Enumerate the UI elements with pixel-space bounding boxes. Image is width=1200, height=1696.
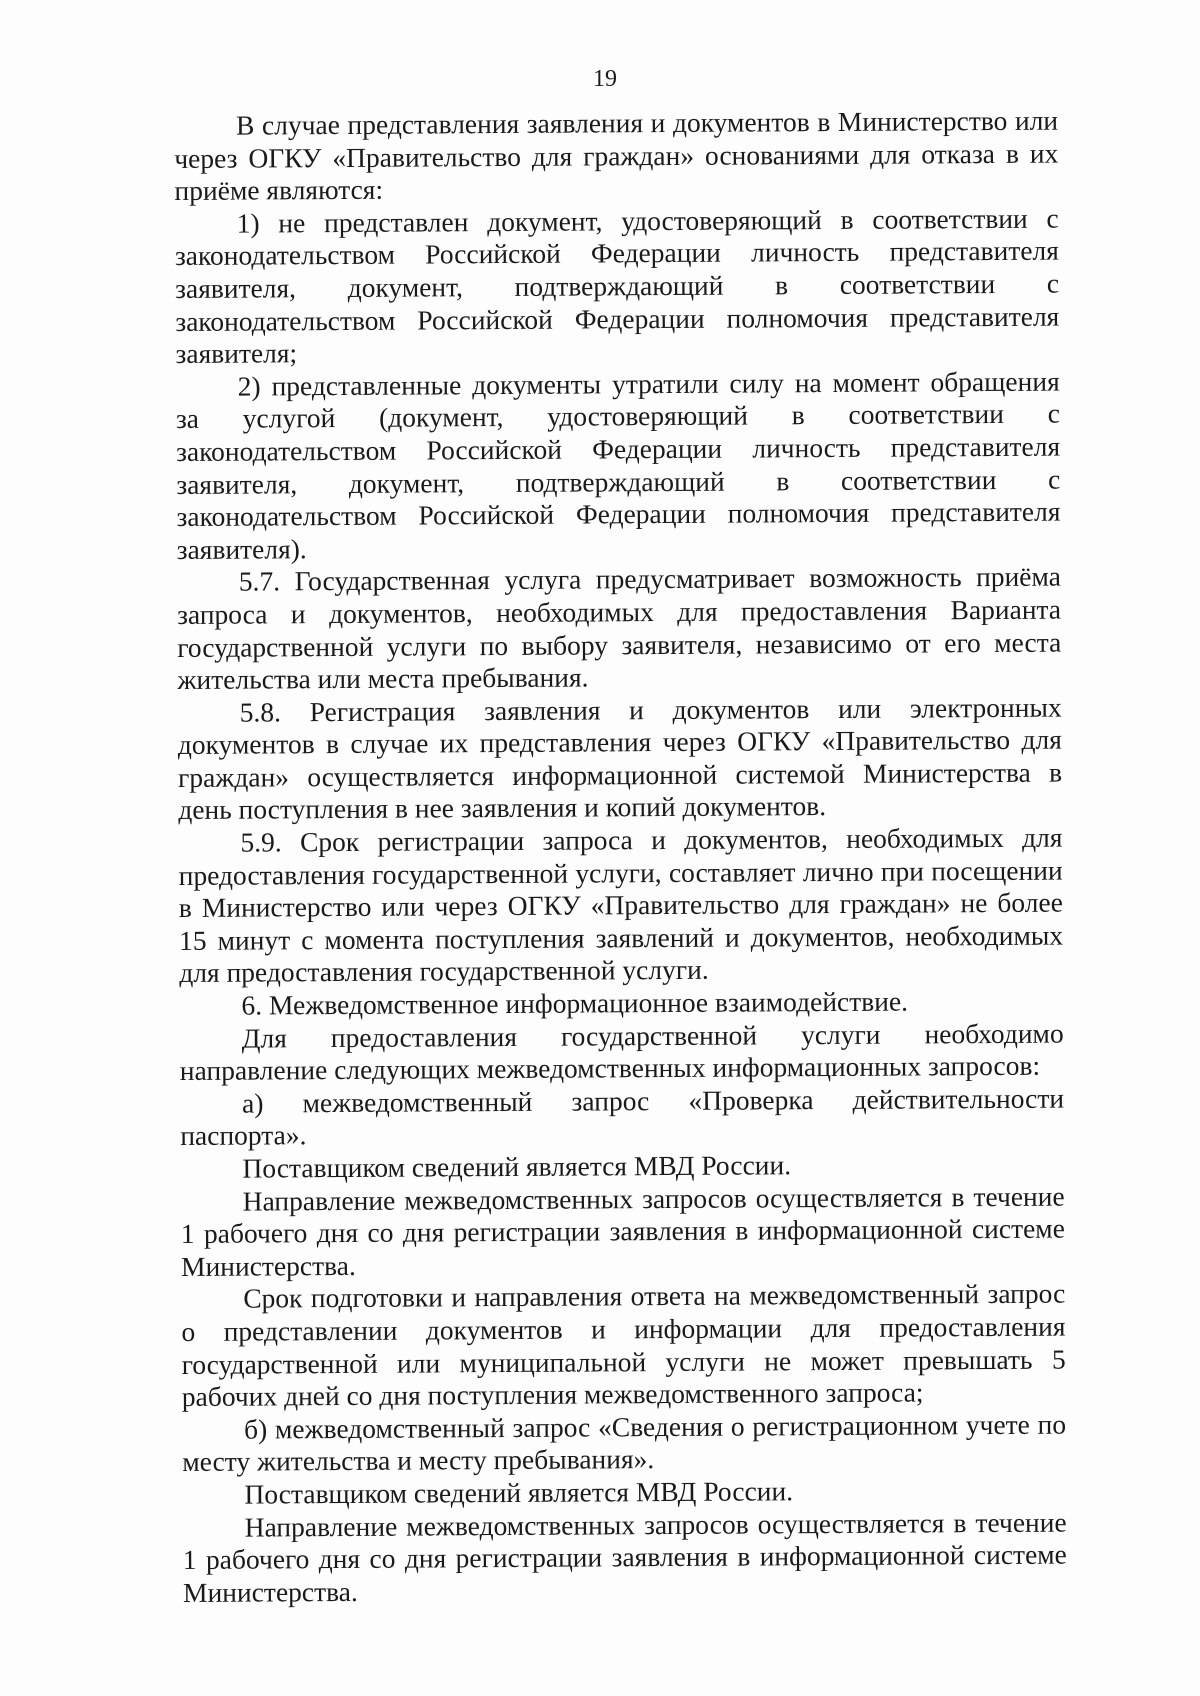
paragraph-request-a-provider: Поставщиком сведений является МВД России. [242, 1149, 792, 1184]
paragraph-request-b-provider: Поставщиком сведений является МВД России. [244, 1475, 794, 1510]
paragraph-refusal-grounds-intro: В случае представления заявления и документов в Министерство или через ОГКУ «Правительство для граждан» основаниями для отказа в их приёме являются: [174, 104, 1059, 207]
paragraph-5-7: 5.7. Государственная услуга предусматривает возможность приёма запроса и документов, необходимых для предоставления Варианта государственной услуги по выбору заявителя, независимо от его места жительства или места пребывания. [176, 560, 1062, 696]
document-body [174, 105, 1067, 1610]
paragraph-5-9: 5.9. Срок регистрации запроса и документов, необходимых для предоставления государственной услуги, составляет лично при посещении в Министерство или через ОГКУ «Правительство для граждан» не более 15 минут с момента поступления заявлений и документов, необходимых для предоставления государственной услуги. [178, 821, 1064, 989]
section-6-heading: 6. Межведомственное информационное взаимодействие. [241, 985, 909, 1021]
paragraph-refusal-ground-1: 1) не представлен документ, удостоверяющий в соответствии с законодательством Российской Федерации личность представителя заявителя, документ, подтверждающий в соответствии с законодательством Российской Федерации полномочия представителя заявителя; [174, 202, 1060, 370]
paragraph-requests-intro: Для предоставления государственной услуги необходимо направление следующих межведомственных информационных запросов: [179, 1017, 1064, 1087]
paragraph-request-b: б) межведомственный запрос «Сведения о регистрационном учете по месту жительства и месту пребывания». [182, 1408, 1067, 1478]
paragraph-refusal-ground-2: 2) представленные документы утратили силу на момент обращения за услугой (документ, удостоверяющий в соответствии с законодательством Российской Федерации личность представителя заявителя, документ, подтверждающий в соответствии с законодательством Российской Федерации полномочия представителя заявителя). [175, 365, 1061, 565]
paragraph-5-8: 5.8. Регистрация заявления и документов или электронных документов в случае их представления через ОГКУ «Правительство для граждан» осуществляется информационной системой Министерства в день поступления в нее заявления и копий документов. [177, 691, 1063, 826]
paragraph-request-b-timing: Направление межведомственных запросов осуществляется в течение 1 рабочего дня со дня регистрации заявления в информационной системе Министерства. [182, 1506, 1067, 1608]
paragraph-request-a-timing: Направление межведомственных запросов осуществляется в течение 1 рабочего дня со дня регистрации заявления в информационной системе Министерства. [180, 1180, 1065, 1282]
paragraph-response-deadline: Срок подготовки и направления ответа на межведомственный запрос о представлении документов и информации для предоставления государственной или муниципальной услуги не может превышать 5 рабочих дней со дня поступления межведомственного запроса; [181, 1277, 1066, 1413]
page-number: 19 [593, 66, 617, 92]
paragraph-request-a: а) межведомственный запрос «Проверка действительности паспорта». [180, 1082, 1065, 1152]
